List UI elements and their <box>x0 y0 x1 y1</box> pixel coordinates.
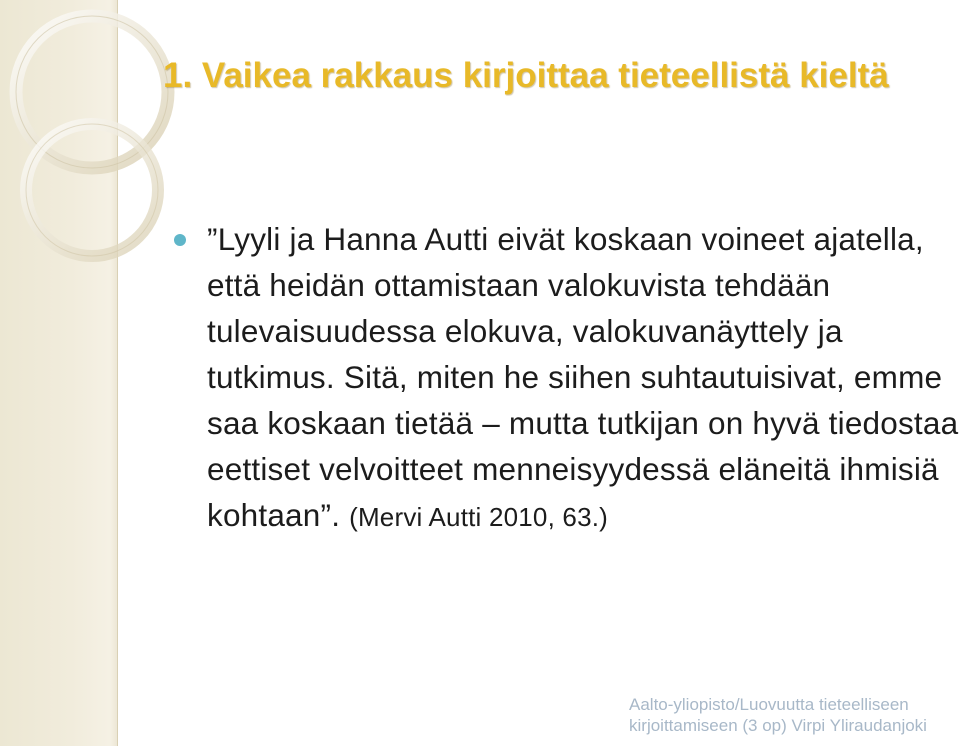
band-divider <box>117 0 118 746</box>
quote-close-mark: ”. <box>320 497 350 533</box>
footer <box>629 694 927 736</box>
slide-title: 1. Vaikea rakkaus kirjoittaa tieteellistä kieltä <box>163 56 889 95</box>
title-area <box>163 52 923 99</box>
footer-line-2: kirjoittamiseen (3 op) Virpi Yliraudanjoki <box>629 716 927 735</box>
bullet-dot-icon <box>174 234 186 246</box>
citation: (Mervi Autti 2010, 63.) <box>349 502 609 532</box>
quote-open-mark: ” <box>207 221 218 257</box>
bullet-text <box>207 216 960 540</box>
quote-text: Lyyli ja Hanna Autti eivät koskaan voineet ajatella, että heidän ottamistaan valokuvista tehdään tulevaisuudessa elokuva, valokuvanäyttely ja tutkimus. Sitä, miten he siihen suhtautuisivat, emme saa koskaan tietää – mutta tutkijan on hyvä tiedostaa eettiset velvoitteet menneisyydessä eläneitä ihmisiä kohtaan <box>207 221 959 533</box>
bullet-item <box>170 216 960 540</box>
left-decorative-band <box>0 0 118 746</box>
content-area <box>170 216 960 540</box>
footer-line-1: Aalto-yliopisto/Luovuutta tieteelliseen <box>629 695 909 714</box>
